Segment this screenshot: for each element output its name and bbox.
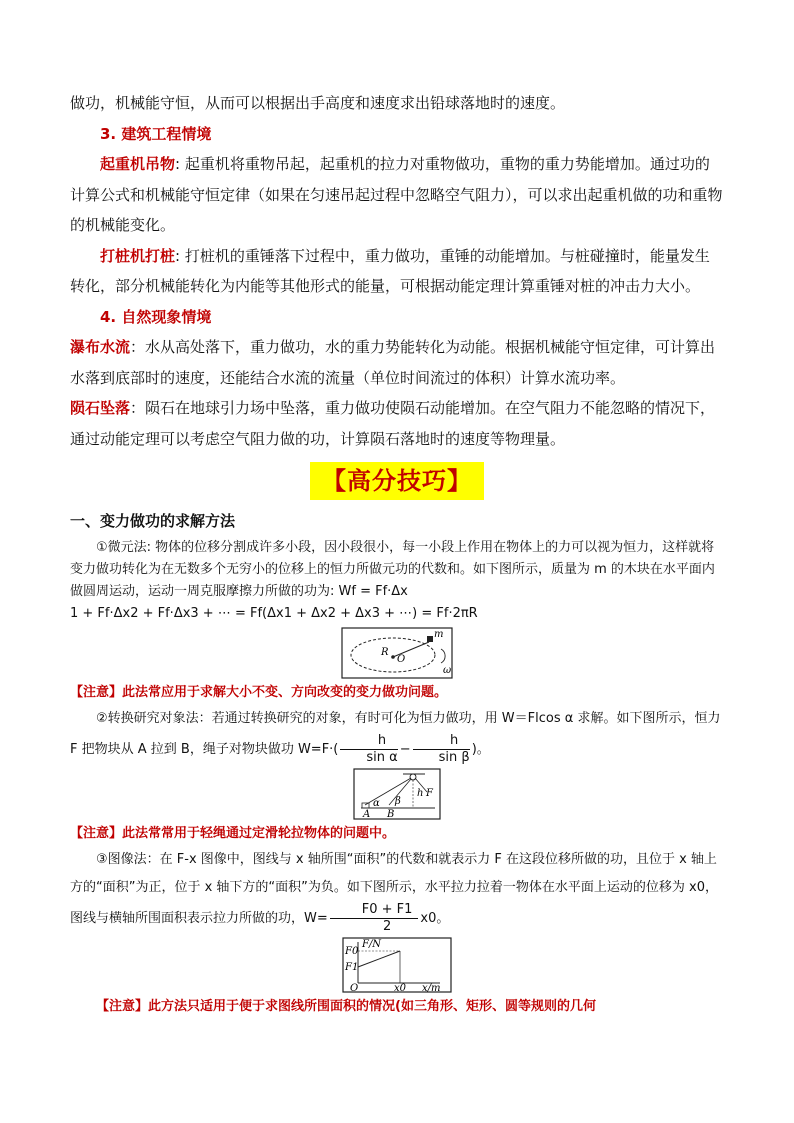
fig3-xlabel: x/m <box>422 982 441 993</box>
note2: 【注意】此法常常用于轻绳通过定滑轮拉物体的问题中。 <box>70 825 396 841</box>
method1-text: ①微元法: 物体的位移分割成许多小段，因小段很小，每一小段上作用在物体上的力可以视为恒力，这样就将变力做功转化为在无数多个无穷小的位移上的恒力所做元功的代数和。如下图所示，质量为 m 的木块在水平面内做圆周运动，运动一周克服摩擦力所做的功为: Wf = Ff·Δx <box>70 539 715 599</box>
meteor-paragraph <box>70 393 724 454</box>
frac1: $\frac{h}{\text{sin α}}$ <box>340 733 397 766</box>
document-page <box>70 88 724 1019</box>
fig3-ylabel: F/N <box>362 938 382 950</box>
pile-text: : 打桩机的重锤落下过程中，重力做功，重锤的动能增加。与桩碰撞时，能量发生转化，部分机械能转化为内能等其他形式的能量，可根据动能定理计算重锤对桩的冲击力大小。 <box>70 246 710 295</box>
banner-wrap <box>70 462 724 500</box>
fig3-x0: x0 <box>394 982 407 993</box>
pile-paragraph <box>70 241 724 302</box>
figure-circular-motion <box>70 627 724 679</box>
minus-sign: − <box>399 741 411 757</box>
figure-pulley <box>70 768 724 820</box>
fig3-F1: F1 <box>345 961 359 973</box>
part1-heading: 一、变力做功的求解方法 <box>70 512 236 530</box>
meteor-text: ：陨石在地球引力场中坠落，重力做功使陨石动能增加。在空气阻力不能忽略的情况下，通过动能定理可以考虑空气阻力做的功，计算陨石落地时的速度等物理量。 <box>70 399 716 448</box>
fig3-F0: F0 <box>345 945 359 957</box>
note1: 【注意】此法常应用于求解大小不变、方向改变的变力做功问题。 <box>70 684 448 700</box>
fig1-omega-arrow <box>441 649 445 663</box>
fig1-R: R <box>381 646 389 658</box>
waterfall-text: ：水从高处落下，重力做功，水的重力势能转化为动能。根据机械能守恒定律，可计算出水落到底部时的速度，还能结合水流的流量（单位时间流过的体积）计算水流功率。 <box>70 338 716 387</box>
fig2-A: A <box>363 808 371 820</box>
pulley-svg <box>353 768 441 820</box>
fig2-h: h <box>417 787 424 799</box>
method3-end: x0。 <box>420 910 450 926</box>
fig2-block <box>362 803 369 808</box>
crane-text: : 起重机将重物吊起，起重机的拉力对重物做功，重物的重力势能增加。通过功的计算公式和机械能守恒定律（如果在匀速吊起过程中忽略空气阻力），可以求出起重机做的功和重物的机械能变化。 <box>70 155 723 234</box>
method2-paragraph <box>70 705 724 766</box>
waterfall-label: 瀑布水流 <box>70 338 131 356</box>
crane-paragraph <box>70 149 724 241</box>
frac2: $\frac{h}{\text{sin β}}$ <box>413 733 470 766</box>
method3-paragraph <box>70 846 724 935</box>
method2-text: ②转换研究对象法：若通过转换研究的对象，有时可化为恒力做功，用 W＝Flcos α 求解。如下图所示，恒力 F 把物块从 A 拉到 B，绳子对物块做功 W=F·( <box>70 710 721 757</box>
fig1-omega: ω <box>443 664 452 676</box>
fx-graph-svg <box>342 937 452 993</box>
method1-text2: 1 + Ff·Δx2 + Ff·Δx3 + ⋯ = Ff(Δx1 + Δx2 + Δx3 + ⋯) = Ff·2πR <box>70 605 478 621</box>
section3-title: 3. 建筑工程情境 <box>100 124 212 143</box>
meteor-label: 陨石坠落 <box>70 399 131 417</box>
fig3-O: O <box>350 982 359 993</box>
section4-title: 4. 自然现象情境 <box>100 307 212 326</box>
fig2-rope-a <box>365 778 411 805</box>
frac3: $\frac{F0 + F1}{2}$ <box>330 902 419 935</box>
method2-end: )。 <box>471 741 490 757</box>
fig1-orbit <box>351 638 435 672</box>
fig2-F: F <box>426 787 433 799</box>
figure-fx-graph <box>70 937 724 993</box>
method3-text: ③图像法：在 F-x 图像中，图线与 x 轴所围“面积”的代数和就表示力 F 在这段位移所做的功，且位于 x 轴上方的“面积”为正，位于 x 轴下方的“面积”为负。如下图所示，水平拉力拉着一物体在水平面上运动的位移为 x0，图线与横轴所围面积表示拉力所做的功，W= <box>70 851 718 926</box>
fig1-block <box>427 636 433 642</box>
crane-label: 起重机吊物 <box>100 155 176 173</box>
pile-label: 打桩机打桩 <box>100 246 176 265</box>
fig2-B: B <box>387 808 395 820</box>
waterfall-paragraph <box>70 332 724 393</box>
note3: 【注意】此方法只适用于便于求图线所围面积的情况(如三角形、矩形、圆等规则的几何 <box>96 998 596 1014</box>
fig1-O: O <box>397 653 406 665</box>
circular-motion-svg <box>341 627 453 679</box>
fig2-alpha: α <box>373 797 380 809</box>
intro-line: 做功，机械能守恒，从而可以根据出手高度和速度求出铅球落地时的速度。 <box>70 94 566 112</box>
high-score-banner: 【高分技巧】 <box>310 462 484 500</box>
fig1-m: m <box>434 628 444 640</box>
fig3-line <box>358 951 400 967</box>
fig2-beta: β <box>395 795 401 807</box>
